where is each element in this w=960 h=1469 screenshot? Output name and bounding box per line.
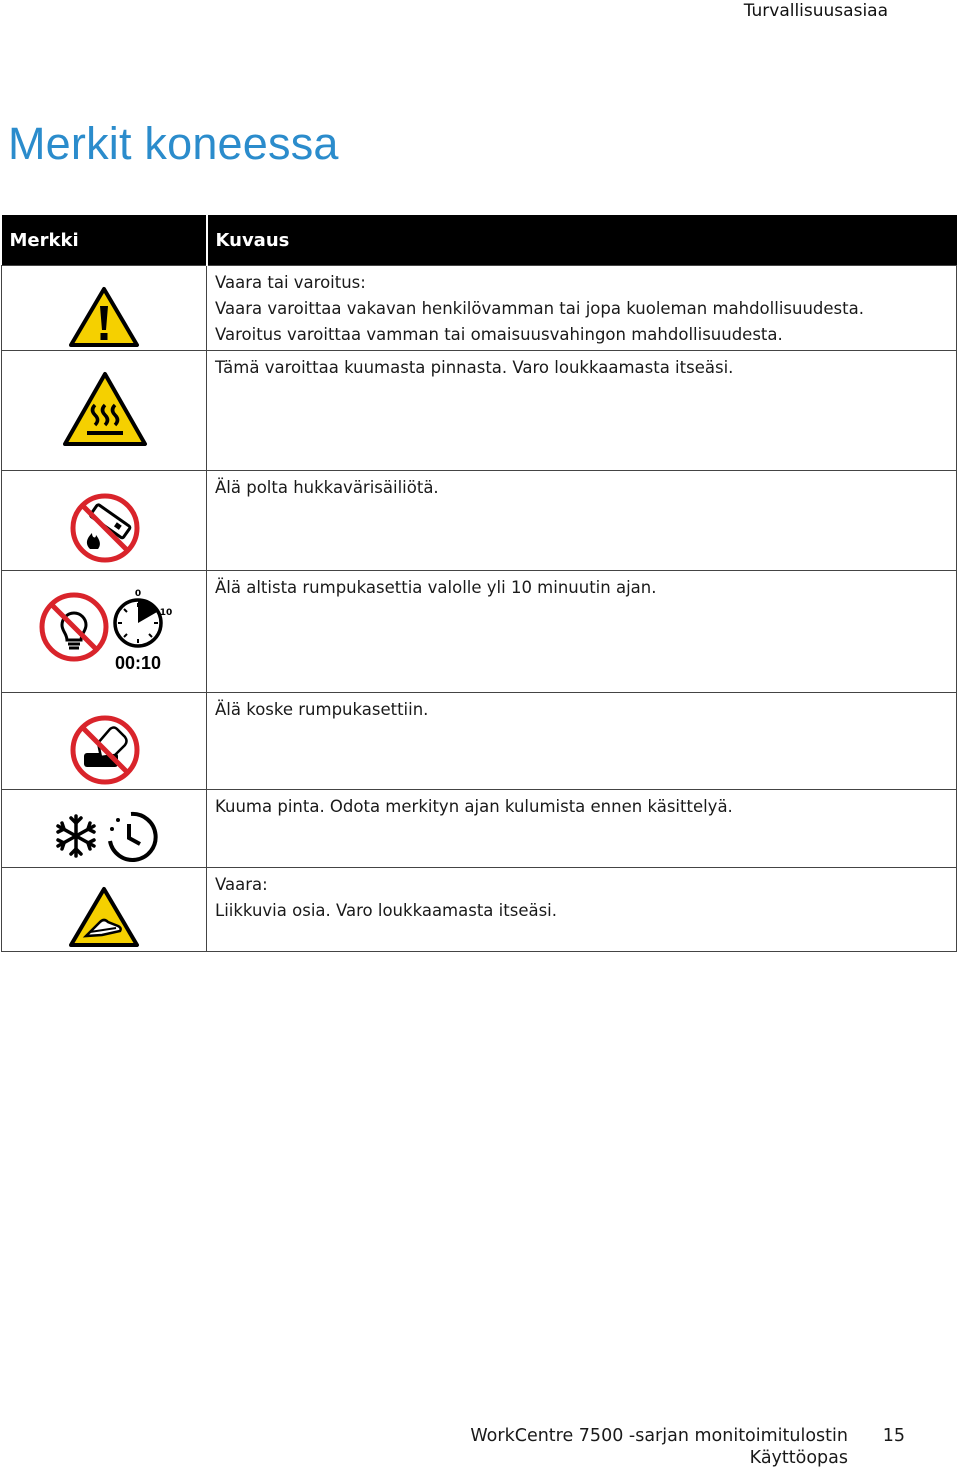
symbol-cell [2, 266, 207, 351]
running-header: Turvallisuusasiaa [743, 1, 888, 21]
page-number: 15 [882, 1426, 905, 1446]
description-line: Vaara varoittaa vakavan henkilövamman tai jopa kuoleman mahdollisuudesta. [215, 299, 864, 318]
description-line: Vaara: [215, 875, 268, 894]
footer-guide-name: Käyttöopas [749, 1448, 848, 1468]
symbols-table [1, 215, 957, 952]
table-header-row [2, 215, 957, 266]
description-cell [207, 571, 957, 693]
page-title: Merkit koneessa [8, 118, 339, 169]
clock-label: 00:10 [114, 653, 162, 673]
description-line: Älä altista rumpukasettia valolle yli 10 minuutin ajan. [215, 578, 657, 597]
description-cell [207, 868, 957, 952]
dial-end-label: 10 [159, 608, 173, 618]
description-line: Varoitus varoittaa vamman tai omaisuusvahingon mahdollisuudesta. [215, 325, 783, 344]
moving-parts-hand-icon [68, 886, 140, 948]
symbol-cell [2, 693, 207, 790]
dial-start-label: 0 [134, 589, 142, 599]
table-row [2, 868, 957, 952]
table-row [2, 790, 957, 868]
footer-product-name: WorkCentre 7500 -sarjan monitoimitulostin [470, 1426, 848, 1446]
no-burn-toner-icon [68, 491, 142, 565]
no-touch-drum-icon [68, 713, 142, 787]
column-header-description: Kuvaus [207, 215, 957, 266]
description-line: Älä polta hukkavärisäiliötä. [215, 478, 439, 497]
column-header-symbol: Merkki [2, 215, 207, 266]
table-row [2, 571, 957, 693]
description-line: Vaara tai varoitus: [215, 273, 366, 292]
description-cell [207, 351, 957, 471]
symbol-cell [2, 868, 207, 952]
description-line: Kuuma pinta. Odota merkityn ajan kulumista ennen käsittelyä. [215, 797, 733, 816]
symbol-cell [2, 351, 207, 471]
cooldown-time-icon [52, 810, 162, 864]
description-line: Älä koske rumpukasettiin. [215, 700, 429, 719]
description-cell [207, 266, 957, 351]
hot-surface-icon [62, 371, 148, 447]
table-row [2, 351, 957, 471]
table-row [2, 266, 957, 351]
no-light-exposure-icon [38, 589, 178, 673]
footer-product [470, 1425, 848, 1469]
description-line: Tämä varoittaa kuumasta pinnasta. Varo loukkaamasta itseäsi. [215, 358, 734, 377]
table-row [2, 693, 957, 790]
symbol-cell [2, 471, 207, 571]
description-cell [207, 471, 957, 571]
table-row [2, 471, 957, 571]
symbol-cell [2, 571, 207, 693]
description-cell [207, 790, 957, 868]
symbol-cell [2, 790, 207, 868]
description-cell [207, 693, 957, 790]
warning-exclamation-icon [68, 286, 140, 348]
description-line: Liikkuvia osia. Varo loukkaamasta itseäsi. [215, 901, 558, 920]
